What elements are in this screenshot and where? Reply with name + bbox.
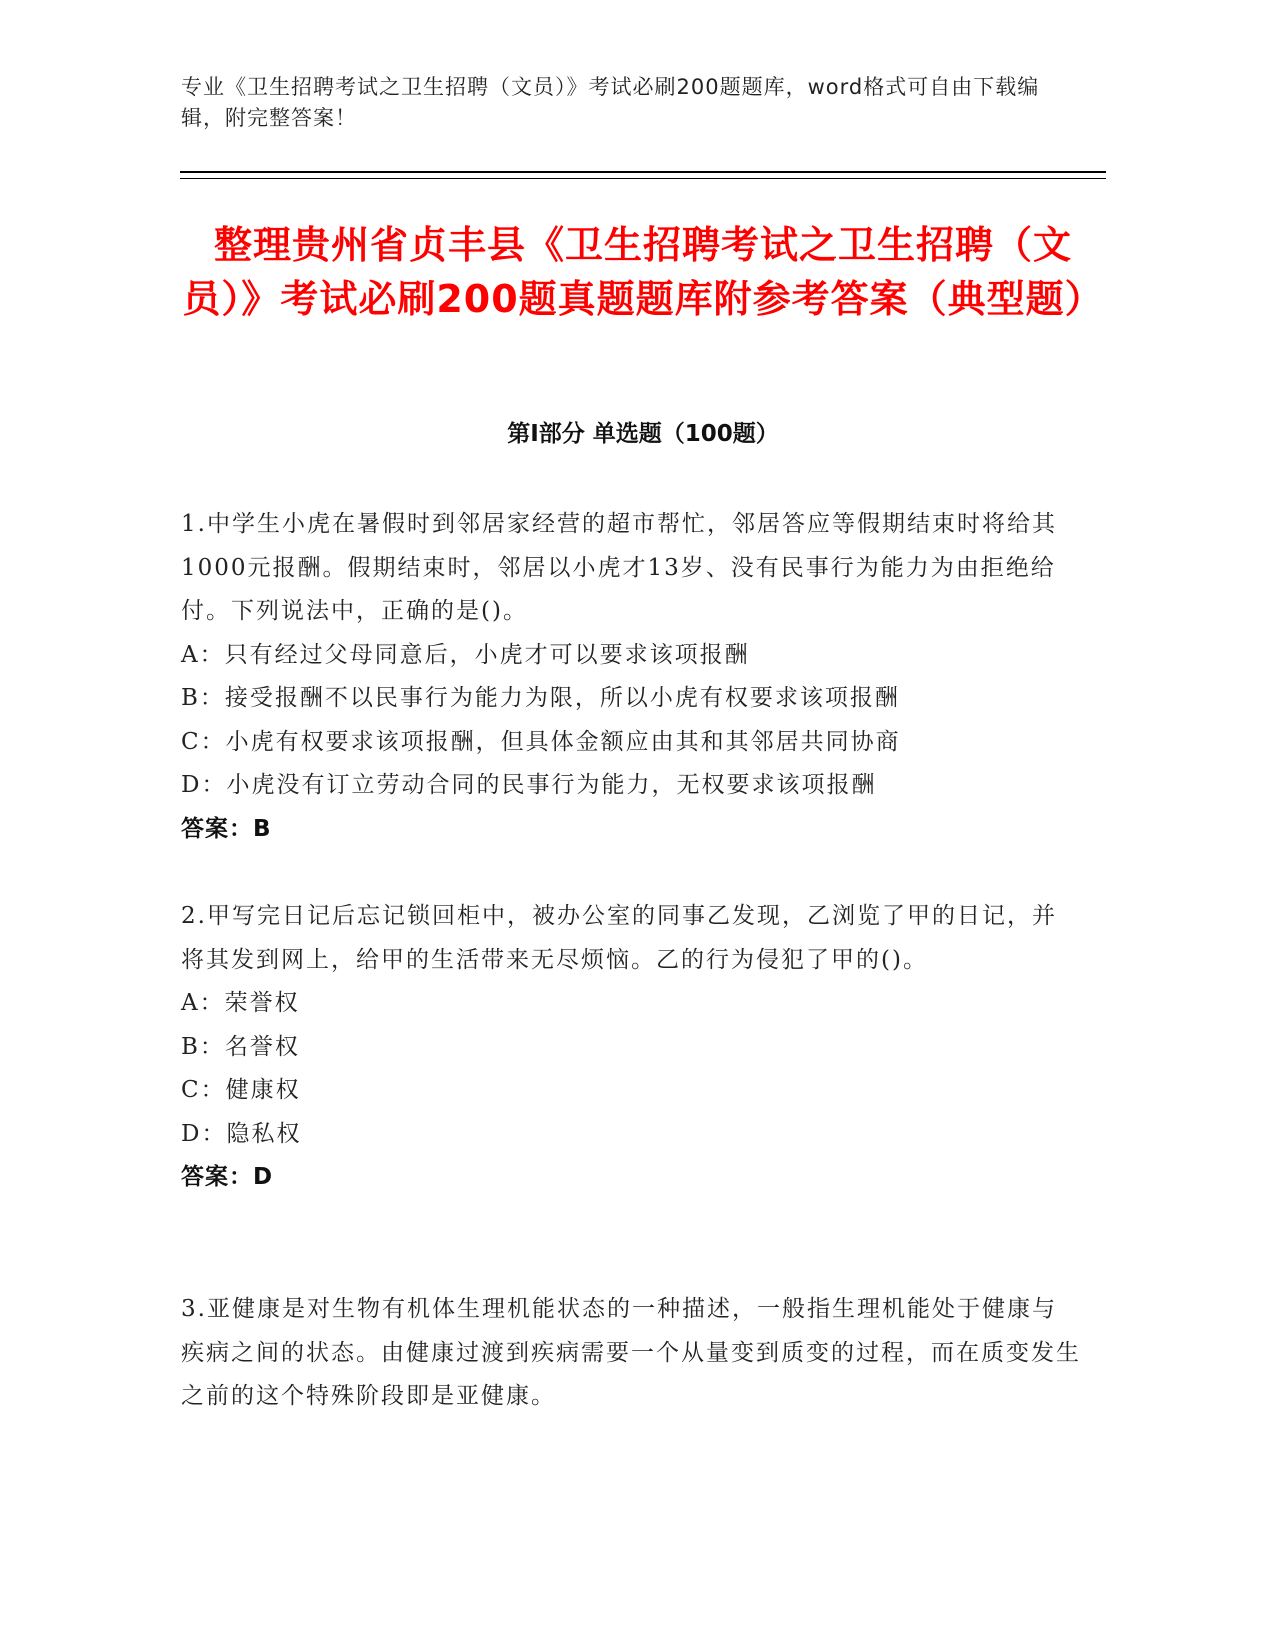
answer-line: 答案：B — [181, 815, 272, 842]
option-b: B：名誉权 — [181, 1033, 300, 1060]
option-a: A：只有经过父母同意后，小虎才可以要求该项报酬 — [181, 641, 750, 668]
option-c: C：小虎有权要求该项报酬，但具体金额应由其和其邻居共同协商 — [181, 728, 901, 755]
question-2 — [181, 895, 1081, 1200]
option-d: D：小虎没有订立劳动合同的民事行为能力，无权要求该项报酬 — [181, 772, 877, 798]
question-1 — [181, 503, 1081, 851]
header-note: 专业《卫生招聘考试之卫生招聘（文员）》考试必刷200题题库，word格式可自由下载编辑，附完整答案！ — [181, 75, 1040, 130]
header-divider-thin — [180, 178, 1106, 179]
section-heading: 第Ⅰ部分 单选题（100题） — [507, 421, 779, 447]
question-stem: 1.中学生小虎在暑假时到邻居家经营的超市帮忙，邻居答应等假期结束时将给其1000元报酬。假期结束时，邻居以小虎才13岁、没有民事行为能力为由拒绝给付。下列说法中，正确的是()。 — [181, 511, 1057, 624]
option-b: B：接受报酬不以民事行为能力为限，所以小虎有权要求该项报酬 — [181, 685, 900, 711]
question-3 — [181, 1288, 1081, 1419]
option-d: D：隐私权 — [181, 1120, 302, 1147]
option-c: C：健康权 — [181, 1077, 301, 1103]
option-a: A：荣誉权 — [181, 990, 300, 1016]
document-title: 整理贵州省贞丰县《卫生招聘考试之卫生招聘（文员）》考试必刷200题真题题库附参考答案（典型题） — [182, 223, 1104, 321]
header-divider — [180, 171, 1106, 173]
question-stem: 2.甲写完日记后忘记锁回柜中，被办公室的同事乙发现，乙浏览了甲的日记，并将其发到网上，给甲的生活带来无尽烦恼。乙的行为侵犯了甲的()。 — [181, 903, 1057, 973]
answer-line: 答案：D — [181, 1164, 274, 1190]
question-stem: 3.亚健康是对生物有机体生理机能状态的一种描述，一般指生理机能处于健康与疾病之间的状态。由健康过渡到疾病需要一个从量变到质变的过程，而在质变发生之前的这个特殊阶段即是亚健康。 — [181, 1296, 1081, 1409]
